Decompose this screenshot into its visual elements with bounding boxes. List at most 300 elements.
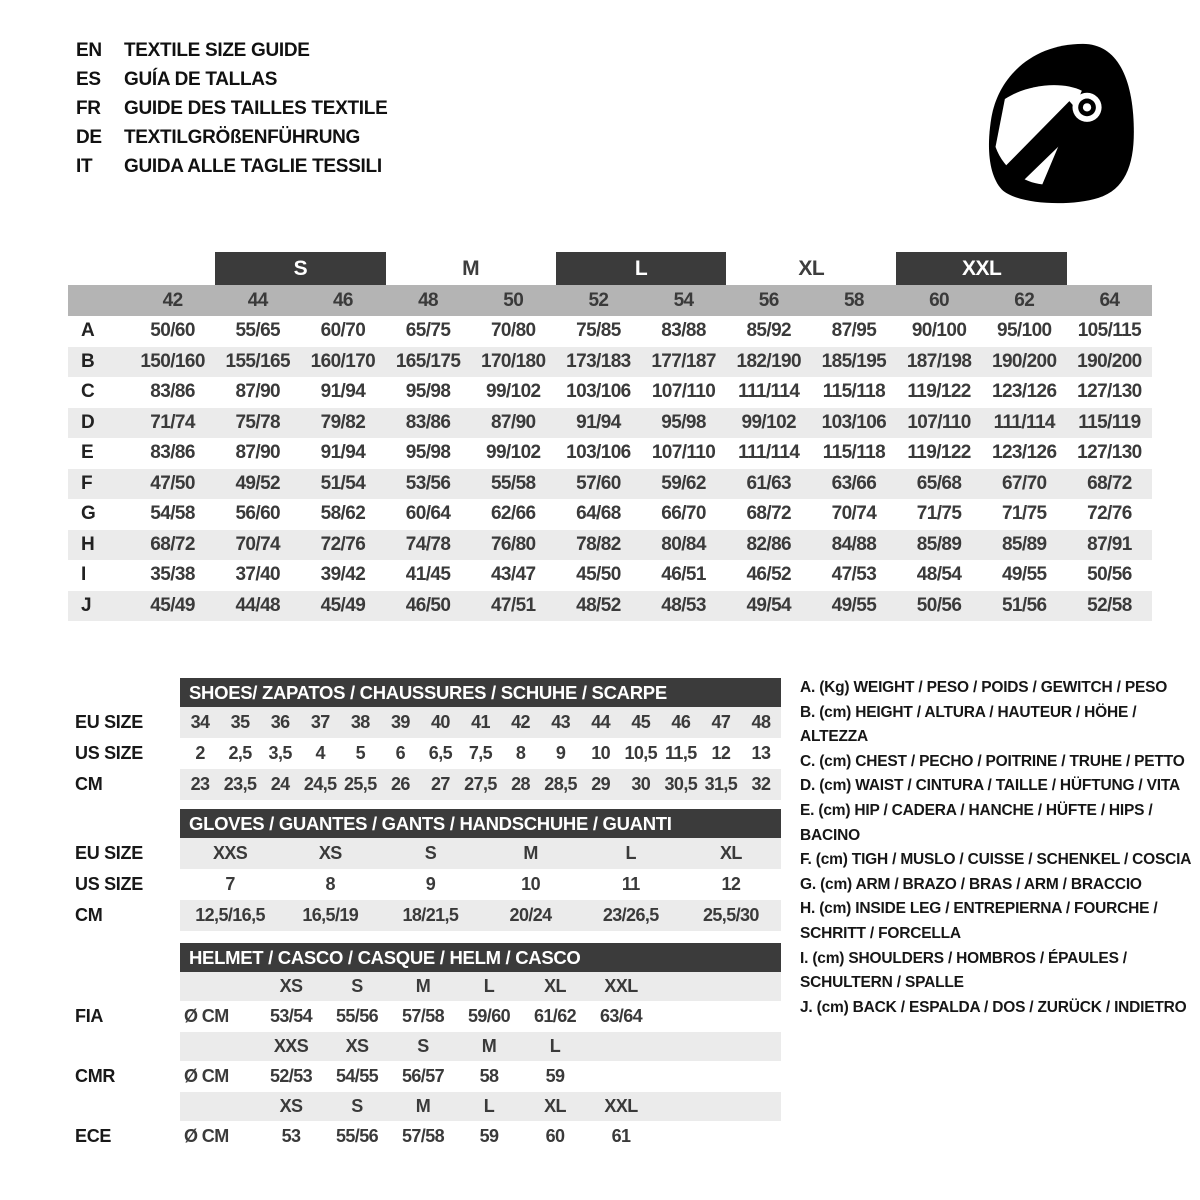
letter-size-cell <box>68 252 215 285</box>
helmet-value-cell: 52/53 <box>269 1066 313 1086</box>
language-row <box>76 123 387 152</box>
prefix-spacer <box>180 1032 258 1061</box>
size-value-cell: 32 <box>751 774 771 794</box>
legend-item: F. (cm) TIGH / MUSLO / CUISSE / SCHENKEL / COSCIA <box>800 851 1192 869</box>
measurement-cell: 91/94 <box>576 411 621 433</box>
shoes-rows <box>75 707 781 800</box>
diameter-cm-label: Ø CM <box>184 1066 229 1086</box>
letter-size-cell: M <box>462 256 480 280</box>
size-value-cell: XS <box>318 843 342 863</box>
language-code: EN <box>76 39 102 61</box>
measurement-cell: 103/106 <box>566 442 631 464</box>
helmet-size-cell: L <box>483 1096 495 1116</box>
measurement-cell: 85/92 <box>746 320 792 342</box>
measurement-rows <box>68 316 1152 621</box>
prefix-spacer <box>180 972 258 1001</box>
measurement-cell: 105/115 <box>1077 320 1142 342</box>
measurement-cell: 54/58 <box>150 503 195 525</box>
measurement-cell: 123/126 <box>992 442 1057 464</box>
helmet-size-cell: XL <box>544 976 566 996</box>
size-value-cell: 28,5 <box>544 774 577 794</box>
measurement-cell: 71/74 <box>150 411 195 433</box>
measurement-cell: 63/66 <box>831 472 877 494</box>
measurement-cell: 71/75 <box>1001 503 1047 525</box>
size-value-cell: 8 <box>325 874 335 894</box>
measurement-cell: 82/86 <box>746 533 792 555</box>
measurement-cell: 50/56 <box>1087 564 1132 586</box>
prefix-spacer <box>180 1092 258 1121</box>
row-cells <box>180 1092 781 1121</box>
numeric-size-row <box>68 285 1152 316</box>
size-value-cell: 23,5 <box>223 774 257 794</box>
measurement-cell: 103/106 <box>821 411 887 433</box>
row-letter: E <box>81 442 94 464</box>
racing-helmet-icon <box>982 40 1138 208</box>
row-letter: J <box>81 594 91 616</box>
measurement-cell: 187/198 <box>906 350 972 372</box>
measurement-cell: 55/58 <box>490 472 536 494</box>
measurement-cell: 52/58 <box>1087 594 1132 616</box>
measurement-row <box>68 408 1152 439</box>
size-value-cell: 18/21,5 <box>402 905 459 925</box>
row-letter: A <box>81 320 95 342</box>
row-label-text <box>75 972 180 1001</box>
size-value-cell: 45 <box>631 712 651 732</box>
row-cells <box>180 869 781 900</box>
measurement-cell: 50/56 <box>916 594 962 616</box>
helmet-value-cell: 54/55 <box>335 1066 379 1086</box>
size-value-cell: 23 <box>190 774 210 794</box>
measurement-cell: 155/165 <box>225 350 290 372</box>
measurement-cell: 72/76 <box>1087 503 1132 525</box>
helmet-header: HELMET / CASCO / CASQUE / HELM / CASCO <box>180 943 781 972</box>
measurement-cell: 119/122 <box>907 442 971 464</box>
measurement-cell: 91/94 <box>320 442 366 464</box>
measurement-cell: 55/65 <box>235 320 281 342</box>
measurement-cell: 78/82 <box>576 533 621 555</box>
measurement-cell: 71/75 <box>916 503 962 525</box>
size-value-cell: 6,5 <box>428 743 453 763</box>
helmet-rows <box>75 972 781 1152</box>
helmet-value-cell: 59 <box>479 1126 499 1146</box>
language-label: TEXTILGRÖßENFÜHRUNG <box>124 126 361 148</box>
helmet-size-cell: S <box>351 976 363 996</box>
helmet-size-cell: L <box>549 1036 561 1056</box>
language-label: GUIDA ALLE TAGLIE TESSILI <box>124 155 382 177</box>
helmet-size-cell: XL <box>544 1096 566 1116</box>
size-value-cell: 23/26,5 <box>602 905 659 925</box>
measurement-cell: 39/42 <box>320 564 366 586</box>
size-value-cell: 24,5 <box>303 774 337 794</box>
size-value-cell: 16,5/19 <box>302 905 359 925</box>
size-value-cell: 43 <box>551 712 571 732</box>
measurement-cell: 49/55 <box>831 594 877 616</box>
numeric-size-cell: 52 <box>588 289 609 311</box>
row-cells <box>180 738 781 769</box>
helmet-value-cell: 59 <box>545 1066 565 1086</box>
measurement-row <box>68 560 1152 591</box>
size-value-cell: 37 <box>310 712 330 732</box>
measurement-cell: 173/183 <box>566 350 631 372</box>
measurement-cell: 85/89 <box>916 533 962 555</box>
size-value-cell: 40 <box>431 712 450 732</box>
gloves-header: GLOVES / GUANTES / GANTS / HANDSCHUHE / GUANTI <box>180 809 781 838</box>
size-value-cell: 9 <box>555 743 566 763</box>
row-cells <box>180 1032 781 1061</box>
measurement-cell: 47/53 <box>831 564 877 586</box>
letter-size-row <box>68 252 1152 285</box>
measurement-cell: 51/54 <box>320 472 366 494</box>
measurement-cell: 87/90 <box>235 381 281 403</box>
measurement-cell: 127/130 <box>1077 381 1142 403</box>
size-value-cell: 28 <box>511 774 530 794</box>
measurement-cell: 44/48 <box>235 594 281 616</box>
size-value-cell: XXS <box>212 843 248 863</box>
helmet-value-cell: 61/62 <box>533 1006 577 1026</box>
measurement-cell: 68/72 <box>1087 472 1132 494</box>
helmet-size-cell: XS <box>279 1096 303 1116</box>
helmet-size-cell: M <box>415 1096 431 1116</box>
helmet-size-cell: M <box>481 1036 497 1056</box>
measurement-row <box>68 530 1152 561</box>
row-label-text: US SIZE <box>75 743 143 763</box>
numeric-size-cell: 42 <box>162 289 183 311</box>
size-value-cell: 41 <box>471 712 490 732</box>
diameter-cm-label: Ø CM <box>184 1006 229 1026</box>
measurement-cell: 165/175 <box>395 350 461 372</box>
measurement-cell: 160/170 <box>310 350 376 372</box>
measurement-cell: 115/118 <box>822 381 886 403</box>
measurement-cell: 46/51 <box>661 564 706 586</box>
numeric-size-cell: 56 <box>758 289 779 311</box>
measurement-row <box>68 316 1152 347</box>
row-cells <box>180 900 781 931</box>
measurement-cell: 59/62 <box>661 472 706 494</box>
measurement-cell: 83/86 <box>150 381 195 403</box>
size-value-cell: 10,5 <box>624 743 658 763</box>
size-value-cell: 10 <box>521 874 540 894</box>
legend-item: H. (cm) INSIDE LEG / ENTREPIERNA / FOURCHE / SCHRITT / FORCELLA <box>800 900 1158 942</box>
measurement-cell: 127/130 <box>1077 442 1142 464</box>
measurement-cell: 60/70 <box>320 320 366 342</box>
helmet-size-cell: XXS <box>273 1036 309 1056</box>
size-value-cell: 47 <box>711 712 731 732</box>
helmet-size-cell: XS <box>345 1036 369 1056</box>
measurement-cell: 111/114 <box>738 442 800 464</box>
helmet-size-cell: M <box>415 976 431 996</box>
helmet-data-row <box>75 1061 781 1092</box>
measurement-cell: 185/195 <box>821 350 887 372</box>
legend-item: A. (Kg) WEIGHT / PESO / POIDS / GEWITCH / PESO <box>800 679 1168 696</box>
helmet-size-cell: XXL <box>604 1096 638 1116</box>
measurement-cell: 83/88 <box>661 320 706 342</box>
measurement-cell: 65/68 <box>916 472 962 494</box>
size-value-cell: 6 <box>395 743 406 763</box>
measurement-cell: 95/100 <box>996 320 1052 342</box>
helmet-value-cell: 53 <box>281 1126 301 1146</box>
language-code: ES <box>76 68 101 90</box>
diameter-cm-label: Ø CM <box>184 1126 229 1146</box>
measurement-cell: 83/86 <box>150 442 195 464</box>
legend-item: E. (cm) HIP / CADERA / HANCHE / HÜFTE / HIPS / BACINO <box>800 801 1153 844</box>
measurement-cell: 80/84 <box>661 533 706 555</box>
helmet-value-cell: 55/56 <box>335 1006 379 1026</box>
size-value-cell: 12 <box>721 874 741 894</box>
letter-size-cell: S <box>215 252 385 285</box>
legend-item: I. (cm) SHOULDERS / HOMBROS / ÉPAULES / SCHULTERN / SPALLE <box>800 949 1127 992</box>
measurement-cell: 46/50 <box>405 594 451 616</box>
language-label: GUÍA DE TALLAS <box>124 68 278 90</box>
row-label-text: EU SIZE <box>75 712 143 732</box>
size-value-cell: 9 <box>425 874 436 894</box>
shoes-header: SHOES/ ZAPATOS / CHAUSSURES / SCHUHE / SCARPE <box>180 678 781 707</box>
measurement-cell: 111/114 <box>738 381 800 403</box>
measurement-cell: 48/53 <box>661 594 706 616</box>
measurement-cell: 87/91 <box>1087 533 1132 555</box>
row-cells <box>180 972 781 1001</box>
helmet-size-row <box>75 972 781 1001</box>
measurement-cell: 103/106 <box>566 381 631 403</box>
measurement-cell: 107/110 <box>651 381 716 403</box>
helmet-data-row <box>75 1121 781 1152</box>
size-value-cell: 7,5 <box>468 743 493 763</box>
measurement-cell: 75/85 <box>576 320 621 342</box>
accessory-tables <box>75 678 781 1161</box>
size-value-cell: 2 <box>195 743 205 763</box>
size-value-cell: 35 <box>230 712 250 732</box>
row-letter: D <box>81 411 95 433</box>
helmet-size-row <box>75 1032 781 1061</box>
numeric-size-cell: 50 <box>503 289 524 311</box>
measurement-cell: 84/88 <box>831 533 877 555</box>
size-value-cell: 29 <box>591 774 611 794</box>
helmet-value-cell: 59/60 <box>467 1006 511 1026</box>
measurement-cell: 49/55 <box>1001 564 1047 586</box>
row-label-text: US SIZE <box>75 874 143 894</box>
measurement-cell: 74/78 <box>405 533 451 555</box>
measurement-cell: 95/98 <box>405 381 451 403</box>
row-label-text <box>75 1032 180 1061</box>
measurement-cell: 150/160 <box>140 350 205 372</box>
row-cells <box>180 707 781 738</box>
measurement-cell: 70/74 <box>235 533 281 555</box>
size-value-cell: 2,5 <box>228 743 252 763</box>
numeric-size-cell: 46 <box>332 289 353 311</box>
measurement-cell: 111/114 <box>993 411 1055 433</box>
row-cells <box>180 1061 781 1092</box>
size-value-cell: 10 <box>591 743 611 763</box>
letter-size-cell <box>1067 252 1152 285</box>
measurement-cell: 58/62 <box>320 503 366 525</box>
measurement-cell: 190/200 <box>992 350 1057 372</box>
size-value-cell: 46 <box>671 712 691 732</box>
helmet-value-cell: 57/58 <box>401 1126 445 1146</box>
measurement-cell: 87/90 <box>235 442 281 464</box>
size-value-cell: L <box>625 843 636 863</box>
row-letter: C <box>81 381 95 403</box>
size-value-cell: 8 <box>515 743 526 763</box>
measurement-cell: 70/80 <box>490 320 536 342</box>
measurement-cell: 53/56 <box>405 472 451 494</box>
size-value-cell: M <box>523 843 538 863</box>
measurement-cell: 48/54 <box>916 564 962 586</box>
helmet-value-cell: 53/54 <box>269 1006 313 1026</box>
size-value-cell: 13 <box>751 743 771 763</box>
measurement-cell: 99/102 <box>485 442 541 464</box>
helmet-size-cell: L <box>483 976 495 996</box>
size-value-cell: XL <box>720 843 742 863</box>
measurement-cell: 83/86 <box>405 411 451 433</box>
textile-size-table <box>68 252 1152 621</box>
measurement-cell: 119/122 <box>907 381 971 403</box>
row-label-text: CM <box>75 774 103 794</box>
letter-size-cell: L <box>556 252 726 285</box>
row-letter: B <box>81 350 95 372</box>
helmet-value-cell: 61 <box>611 1126 631 1146</box>
legend-list <box>800 676 1195 1020</box>
row-cells <box>180 1001 781 1032</box>
language-row <box>76 65 387 94</box>
measurement-cell: 87/90 <box>490 411 536 433</box>
measurement-cell: 45/50 <box>576 564 621 586</box>
language-code: DE <box>76 126 102 148</box>
helmet-size-cell: S <box>351 1096 363 1116</box>
row-label-text: CM <box>75 905 103 925</box>
measurement-cell: 177/187 <box>651 350 716 372</box>
size-row <box>75 900 781 931</box>
row-letter: F <box>81 472 93 494</box>
helmet-value-cell: 56/57 <box>401 1066 445 1086</box>
numeric-size-cell: 54 <box>673 289 694 311</box>
numeric-size-cell: 64 <box>1099 289 1120 311</box>
measurement-cell: 57/60 <box>576 472 621 494</box>
row-letter: I <box>81 564 86 586</box>
row-label-text: EU SIZE <box>75 843 143 863</box>
size-row <box>75 838 781 869</box>
size-value-cell: 25,5/30 <box>702 905 759 925</box>
measurement-cell: 49/54 <box>746 594 792 616</box>
language-row <box>76 36 387 65</box>
size-row <box>75 738 781 769</box>
language-label: GUIDE DES TAILLES TEXTILE <box>124 97 388 119</box>
size-row <box>75 707 781 738</box>
size-value-cell: 26 <box>390 774 410 794</box>
measurement-cell: 62/66 <box>490 503 536 525</box>
measurement-cell: 70/74 <box>831 503 877 525</box>
language-label: TEXTILE SIZE GUIDE <box>124 39 310 61</box>
size-value-cell: 48 <box>751 712 771 732</box>
measurement-row <box>68 591 1152 622</box>
language-list <box>76 36 387 181</box>
language-code: FR <box>76 97 101 119</box>
measurement-cell: 87/95 <box>831 320 877 342</box>
legend-item: C. (cm) CHEST / PECHO / POITRINE / TRUHE / PETTO <box>800 752 1185 770</box>
size-row <box>75 769 781 800</box>
row-letter: H <box>81 533 95 555</box>
size-value-cell: 3,5 <box>268 743 292 763</box>
size-value-cell: 39 <box>390 712 410 732</box>
measurement-cell: 47/51 <box>490 594 536 616</box>
measurement-cell: 60/64 <box>405 503 451 525</box>
legend-item: J. (cm) BACK / ESPALDA / DOS / ZURÜCK / INDIETRO <box>800 998 1187 1016</box>
size-value-cell: 25,5 <box>343 774 377 794</box>
numeric-size-cell: 44 <box>247 289 268 311</box>
row-cells <box>180 838 781 869</box>
helmet-table <box>75 943 781 1152</box>
measurement-row <box>68 438 1152 469</box>
measurement-row <box>68 377 1152 408</box>
measurement-cell: 43/47 <box>490 564 536 586</box>
helmet-size-row <box>75 1092 781 1121</box>
measurement-cell: 47/50 <box>150 472 195 494</box>
legend-item: B. (cm) HEIGHT / ALTURA / HAUTEUR / HÖHE / ALTEZZA <box>800 703 1137 746</box>
measurement-cell: 115/119 <box>1078 411 1141 433</box>
numeric-size-cell: 60 <box>929 289 950 311</box>
language-code: IT <box>76 155 93 177</box>
gloves-rows <box>75 838 781 931</box>
size-value-cell: 44 <box>591 712 611 732</box>
measurement-row <box>68 469 1152 500</box>
legend-item: D. (cm) WAIST / CINTURA / TAILLE / HÜFTUNG / VITA <box>800 777 1180 795</box>
measurement-cell: 123/126 <box>992 381 1057 403</box>
size-value-cell: 36 <box>270 712 290 732</box>
shoes-table <box>75 678 781 800</box>
measurement-cell: 90/100 <box>911 320 967 342</box>
measurement-cell: 67/70 <box>1001 472 1047 494</box>
measurement-cell: 45/49 <box>320 594 366 616</box>
standard-label: ECE <box>75 1126 112 1146</box>
size-value-cell: 5 <box>355 743 365 763</box>
letter-size-cell: XXL <box>896 252 1066 285</box>
measurement-cell: 85/89 <box>1001 533 1047 555</box>
measurement-cell: 72/76 <box>320 533 366 555</box>
measurement-cell: 170/180 <box>481 350 546 372</box>
numeric-size-cell: 62 <box>1014 289 1035 311</box>
size-value-cell: 11,5 <box>665 743 697 763</box>
measurement-cell: 50/60 <box>150 320 195 342</box>
measurement-cell: 76/80 <box>490 533 536 555</box>
size-value-cell: 34 <box>190 712 210 732</box>
gloves-table <box>75 809 781 931</box>
size-value-cell: S <box>424 843 437 863</box>
measurement-cell: 107/110 <box>907 411 971 433</box>
measurement-cell: 75/78 <box>235 411 281 433</box>
measurement-cell: 68/72 <box>746 503 792 525</box>
measurement-cell: 115/118 <box>822 442 886 464</box>
size-value-cell: 12,5/16,5 <box>195 905 265 925</box>
measurement-cell: 48/52 <box>576 594 621 616</box>
helmet-size-cell: S <box>417 1036 429 1056</box>
measurement-cell: 68/72 <box>150 533 195 555</box>
measurement-row <box>68 347 1152 378</box>
corner-cell <box>68 285 130 316</box>
measurement-cell: 37/40 <box>235 564 281 586</box>
helmet-value-cell: 57/58 <box>401 1006 445 1026</box>
helmet-size-cell: XS <box>279 976 303 996</box>
language-row <box>76 152 387 181</box>
measurement-cell: 45/49 <box>150 594 195 616</box>
helmet-value-cell: 60 <box>545 1126 565 1146</box>
helmet-value-cell: 63/64 <box>599 1006 643 1026</box>
legend-item: G. (cm) ARM / BRAZO / BRAS / ARM / BRACCIO <box>800 875 1142 893</box>
size-value-cell: 27 <box>431 774 450 794</box>
measurement-row <box>68 499 1152 530</box>
row-letter: G <box>81 503 96 525</box>
size-value-cell: 31,5 <box>704 774 738 794</box>
size-value-cell: 7 <box>225 874 235 894</box>
measurement-cell: 64/68 <box>576 503 621 525</box>
measurement-cell: 95/98 <box>405 442 451 464</box>
